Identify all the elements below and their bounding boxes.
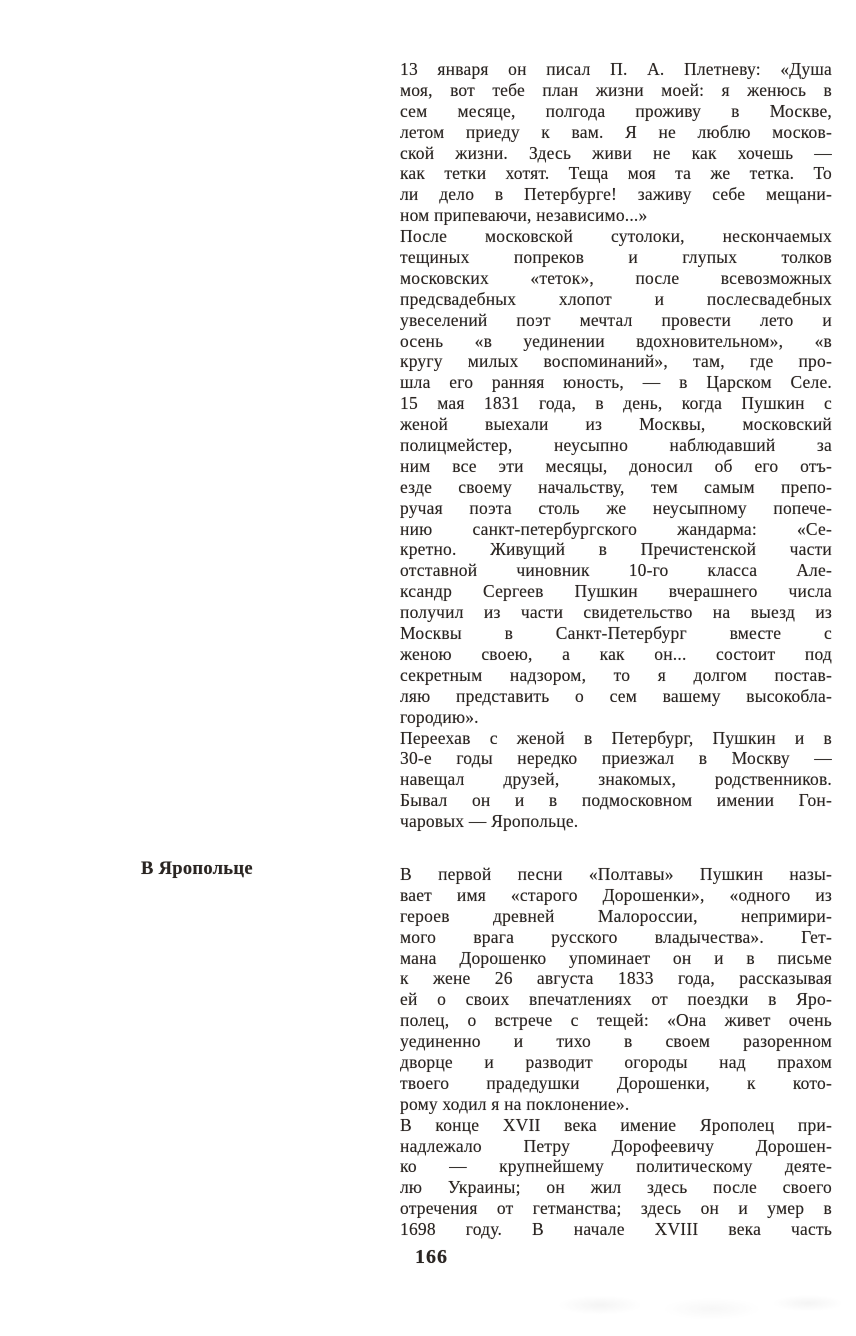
section-1 [400, 59, 832, 832]
scan-smudge [536, 1290, 856, 1328]
text-line: ляю представить о сем вашему высокобла- [400, 685, 832, 706]
text-line: ко — крупнейшему политическому деяте- [400, 1156, 832, 1177]
text-line: ном припеваючи, независимо...» [400, 205, 648, 226]
text-line: как тетки хотят. Теща моя та же тетка. То [400, 163, 832, 184]
text-line: мого врага русского владычества». Гет- [400, 926, 832, 947]
text-line: получил из части свидетельство на выезд из [400, 602, 832, 623]
text-line: 1698 году. В начале XVIII века часть [400, 1219, 832, 1240]
text-line: секретным надзором, то я долгом постав- [400, 664, 832, 685]
text-line: городию». [400, 706, 479, 727]
text-line: кругу милых воспоминаний», там, где про- [400, 351, 832, 372]
text-line: сем месяце, полгода проживу в Москве, [400, 100, 832, 121]
text-line: дворце и разводит огороды над прахом [400, 1051, 832, 1072]
text-line: 30-е годы нередко приезжал в Москву — [400, 748, 832, 769]
text-line: лю Украины; он жил здесь после своего [400, 1177, 832, 1198]
section-2 [400, 864, 832, 1240]
text-line: Москвы в Санкт-Петербург вместе с [400, 623, 832, 644]
text-line: ли дело в Петербурге! заживу себе мещани- [400, 184, 832, 205]
text-line: нию санкт-петербургского жандарма: «Се- [400, 518, 832, 539]
text-line: моя, вот тебе план жизни моей: я женюсь в [400, 79, 832, 100]
text-line: шла его ранняя юность, — в Царском Селе. [400, 372, 832, 393]
text-line: 15 мая 1831 года, в день, когда Пушкин с [400, 393, 832, 414]
text-line: ей о своих впечатлениях от поездки в Яро- [400, 989, 832, 1010]
text-column [400, 59, 832, 1240]
text-line: московских «теток», после всевозможных [400, 267, 832, 288]
text-line: Бывал он и в подмосковном имении Гон- [400, 790, 832, 811]
text-line: В первой песни «Полтавы» Пушкин назы- [400, 863, 832, 884]
text-line: отставной чиновник 10-го класса Але- [400, 560, 832, 581]
text-line: полицмейстер, неусыпно наблюдавший за [400, 435, 832, 456]
text-line: героев древней Малороссии, непримири- [400, 905, 832, 926]
text-line: чаровых — Яропольце. [400, 811, 579, 832]
text-line: 13 января он писал П. А. Плетневу: «Душа [400, 59, 832, 79]
text-line: ской жизни. Здесь живи не как хочешь — [400, 142, 832, 163]
text-line: к жене 26 августа 1833 года, рассказывая [400, 968, 832, 989]
text-line: ним все эти месяцы, доносил об его отъ- [400, 455, 832, 476]
text-line: летом приеду к вам. Я не люблю москов- [400, 121, 832, 142]
text-line: увеселений поэт мечтал провести лето и [400, 309, 832, 330]
text-line: осень «в уединении вдохновительном», «в [400, 330, 832, 351]
text-line: твоего прадедушки Дорошенки, к кото- [400, 1072, 832, 1093]
text-line: езде своему начальству, тем самым препо- [400, 476, 832, 497]
text-line: Переехав с женой в Петербург, Пушкин и в [400, 727, 832, 748]
text-line: мана Дорошенко упоминает он и в письме [400, 947, 832, 968]
text-line: кретно. Живущий в Пречистенской части [400, 539, 832, 560]
text-line: предсвадебных хлопот и послесвадебных [400, 288, 832, 309]
text-line: тещиных попреков и глупых толков [400, 247, 832, 268]
page-number: 166 [415, 1246, 448, 1268]
text-line: навещал друзей, знакомых, родственников. [400, 769, 832, 790]
text-line: В конце XVII века имение Ярополец при- [400, 1114, 832, 1135]
text-line: надлежало Петру Дорофеевичу Дорошен- [400, 1135, 832, 1156]
text-line: отречения от гетманства; здесь он и умер в [400, 1198, 832, 1219]
text-line: вает имя «старого Дорошенки», «одного из [400, 884, 832, 905]
text-line: После московской сутолоки, нескончаемых [400, 226, 832, 247]
text-line: ручая поэта столь же неусыпному попече- [400, 497, 832, 518]
margin-heading: В Яропольце [141, 859, 253, 879]
text-line: женою своею, а как он... состоит под [400, 643, 832, 664]
text-line: рому ходил я на поклонение». [400, 1093, 630, 1114]
text-line: женой выехали из Москвы, московский [400, 414, 832, 435]
text-line: ксандр Сергеев Пушкин вчерашнего числа [400, 581, 832, 602]
text-line: полец, о встрече с тещей: «Она живет очень [400, 1010, 832, 1031]
text-line: уединенно и тихо в своем разоренном [400, 1031, 832, 1052]
